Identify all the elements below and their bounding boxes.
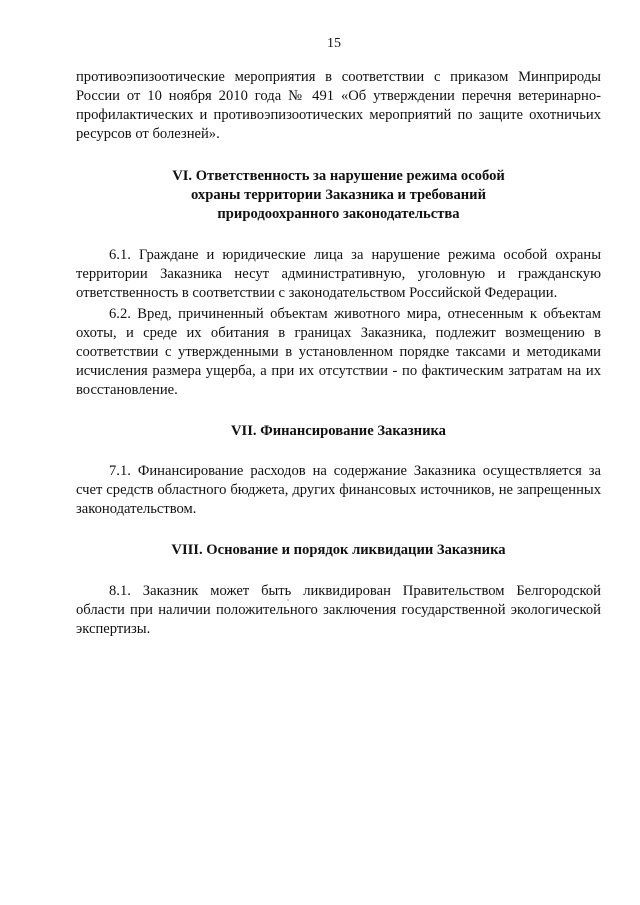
scan-speck [287, 599, 289, 601]
section-heading-line: VI. Ответственность за нарушение режима особой [172, 168, 505, 184]
intro-line: России от 10 ноября 2010 года № 491 «Об утверждении перечня ветеринарно- [76, 88, 601, 104]
section-8-heading [76, 541, 601, 560]
section-heading-line: VII. Финансирование Заказника [231, 423, 446, 439]
intro-line: противоэпизоотические мероприятия в соответствии с приказом Минприроды [76, 69, 601, 85]
paragraph-6-1: 6.1. Граждане и юридические лица за нарушение режима особой охраны территории Заказника несут административную, уголовную и гражданскую ответственность в соответствии с законодательством Российской Федерации. [76, 247, 601, 301]
paragraph-8-1: 8.1. Заказник может быть ликвидирован Правительством Белгородской области при наличии положительного заключения государственной экологической экспертизы. [76, 583, 601, 637]
intro-paragraph [76, 68, 601, 144]
paragraph-6-2: 6.2. Вред, причиненный объектам животного мира, отнесенным к объектам охоты, и среде их обитания в границах Заказника, подлежит возмещению в соответствии с утвержденными в установленном порядке таксами и методиками исчисления размера ущерба, а при их отсутствии - по фактическим затратам на их восстановление. [76, 306, 601, 398]
paragraph-7-1: 7.1. Финансирование расходов на содержание Заказника осуществляется за счет средств областного бюджета, других финансовых источников, не запрещенных законодательством. [76, 463, 601, 517]
intro-line: охотничьих ресурсов от болезней». [76, 107, 601, 142]
page-number: 15 [327, 36, 341, 51]
intro-line: профилактических и противоэпизоотических мероприятий по защите [76, 107, 523, 123]
section-heading-line: охраны территории Заказника и требований [191, 187, 486, 203]
section-7-heading [76, 422, 601, 441]
section-heading-line: VIII. Основание и порядок ликвидации Заказника [171, 542, 506, 558]
section-6-heading [76, 167, 601, 224]
section-heading-line: природоохранного законодательства [217, 206, 460, 222]
document-body [76, 68, 601, 639]
